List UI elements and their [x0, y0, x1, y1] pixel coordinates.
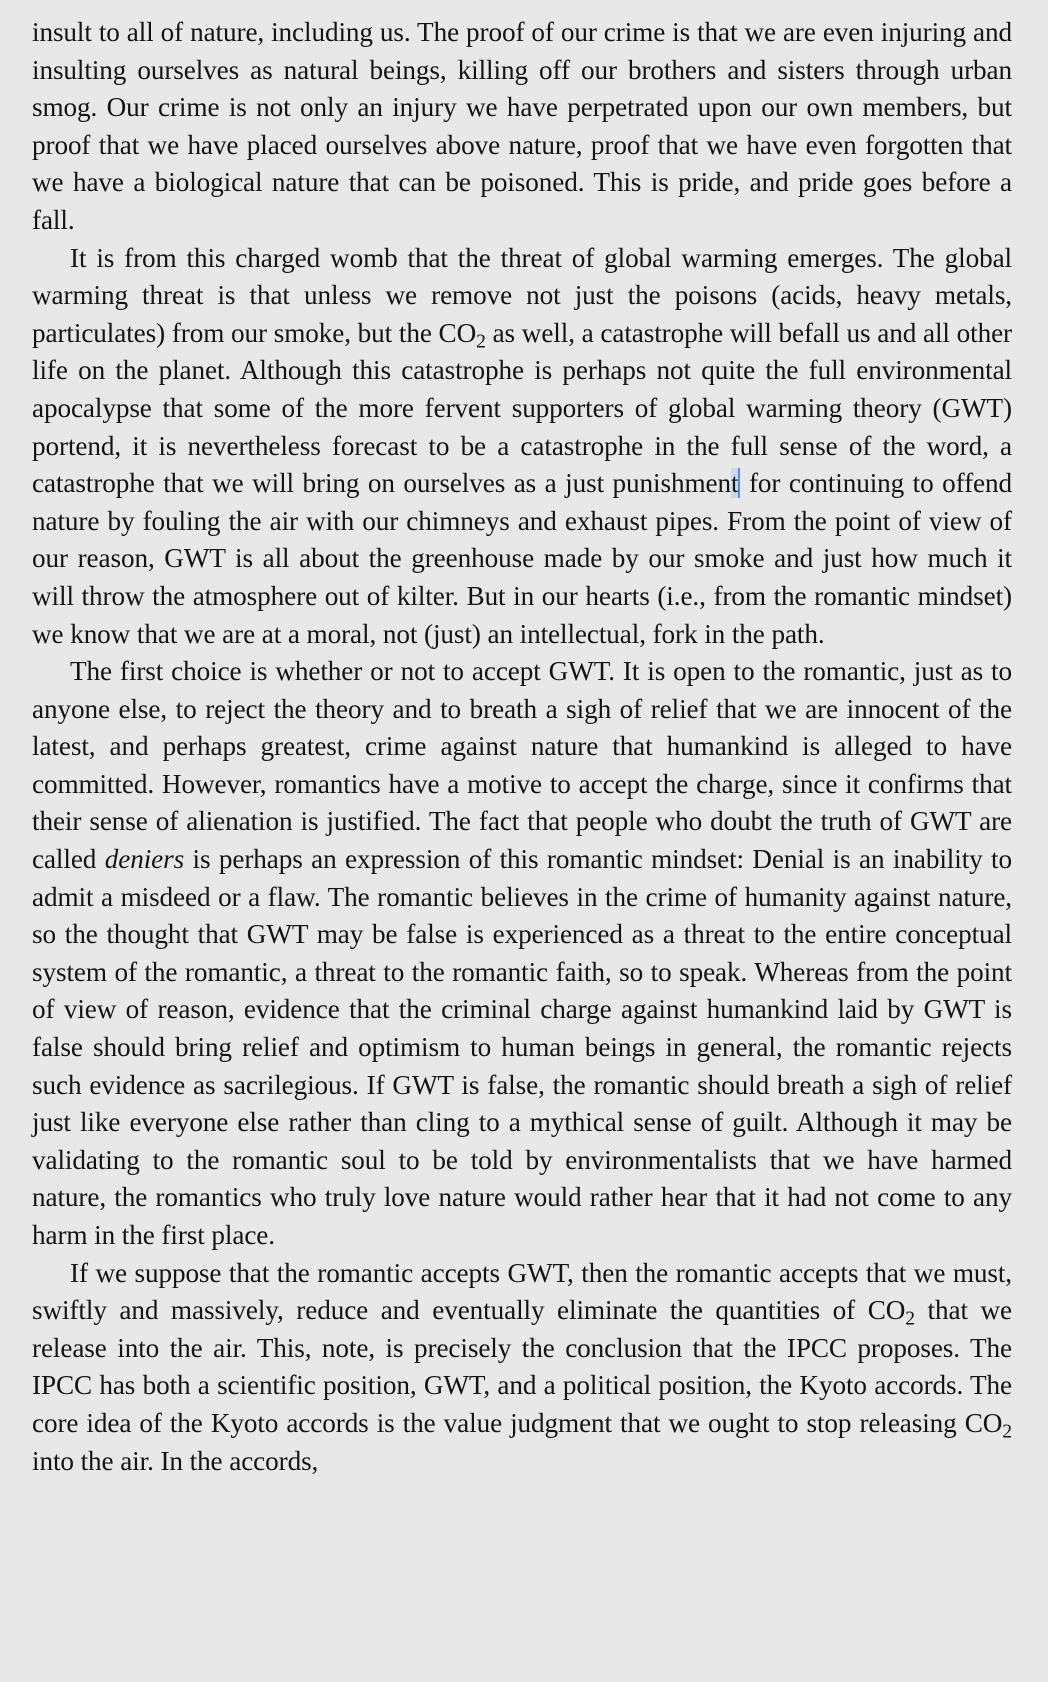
co2-subscript: 2 — [476, 331, 486, 353]
document-page — [32, 14, 1012, 1480]
paragraph-2-text-c: for continuing to offend nature by fouling the air with our chimneys and exhaust pipes. From the point of view of our reason, GWT is all about the greenhouse made by our smoke and just how much it will throw the atmosphere out of kilter. But in our hearts (i.e., from the romantic mindset) we know that we are at a moral, not (just) an intellectual, fork in the path. — [32, 468, 1012, 649]
paragraph-3 — [32, 653, 1012, 1255]
paragraph-1 — [32, 14, 1012, 240]
paragraph-4-text-a: If we suppose that the romantic accepts GWT, then the romantic accepts that we must, swiftly and massively, reduce and eventually eliminate the quantities of CO — [32, 1257, 1012, 1326]
paragraph-3-text-b: is perhaps an expression of this romantic mindset: Denial is an inability to admit a misdeed or a flaw. The romantic believes in the crime of humanity against nature, so the thought that GWT may be false is experienced as a threat to the entire conceptual system of the romantic, a threat to the romantic faith, so to speak. Whereas from the point of view of reason, evidence that the criminal charge against humankind laid by GWT is false should bring relief and optimism to human beings in general, the romantic rejects such evidence as sacrilegious. If GWT is false, the romantic should breath a sigh of relief just like everyone else rather than cling to a mythical sense of guilt. Although it may be validating to the romantic soul to be told by environmentalists that we have harmed nature, the romantics who truly love nature would rather hear that it had not come to any harm in the first place. — [32, 844, 1013, 1250]
emphasis-deniers: deniers — [104, 844, 185, 875]
paragraph-3-text-a: The first choice is whether or not to accept GWT. It is open to the romantic, just as to anyone else, to reject the theory and to breath a sigh of relief that we are innocent of the latest, and perhaps greatest, crime against nature that humankind is alleged to have committed. However, romantics have a motive to accept the charge, since it confirms that their sense of alienation is justified. The fact that people who doubt the truth of GWT are called — [32, 656, 1012, 875]
paragraph-1-text: insult to all of nature, including us. The proof of our crime is that we are even injuring and insulting ourselves as natural beings, killing off our brothers and sisters through urban smog. Our crime is not only an injury we have perpetrated upon our own members, but proof that we have placed ourselves above nature, proof that we have even forgotten that we have a biological nature that can be poisoned. This is pride, and pride goes before a fall. — [32, 17, 1012, 235]
paragraph-2-text-a: It is from this charged womb that the threat of global warming emerges. The global warming threat is that unless we remove not just the poisons (acids, heavy metals, particulates) from our smoke, but the CO — [32, 242, 1012, 348]
co2-subscript: 2 — [905, 1308, 915, 1330]
text-cursor-selection[interactable]: t — [730, 468, 739, 499]
paragraph-2-text-b: as well, a catastrophe will befall us and all other life on the planet. Although this catastrophe is perhaps not quite the full environmental apocalypse that some of the more fervent supporters of global warming theory (GWT) portend, it is nevertheless forecast to be a catastrophe in the full sense of the word, a catastrophe that we will bring on ourselves as a just punishmen — [32, 317, 1013, 499]
paragraph-4-text-b: that we release into the air. This, note, is precisely the conclusion that the IPCC proposes. The IPCC has both a scientific position, GWT, and a political position, the Kyoto accords. The core idea of the Kyoto accords is the value judgment that we ought to stop releasing CO — [32, 1295, 1012, 1438]
paragraph-2 — [32, 240, 1012, 654]
paragraph-4 — [32, 1255, 1012, 1481]
co2-subscript: 2 — [1002, 1421, 1012, 1443]
paragraph-4-text-c: into the air. In the accords, — [32, 1445, 319, 1476]
